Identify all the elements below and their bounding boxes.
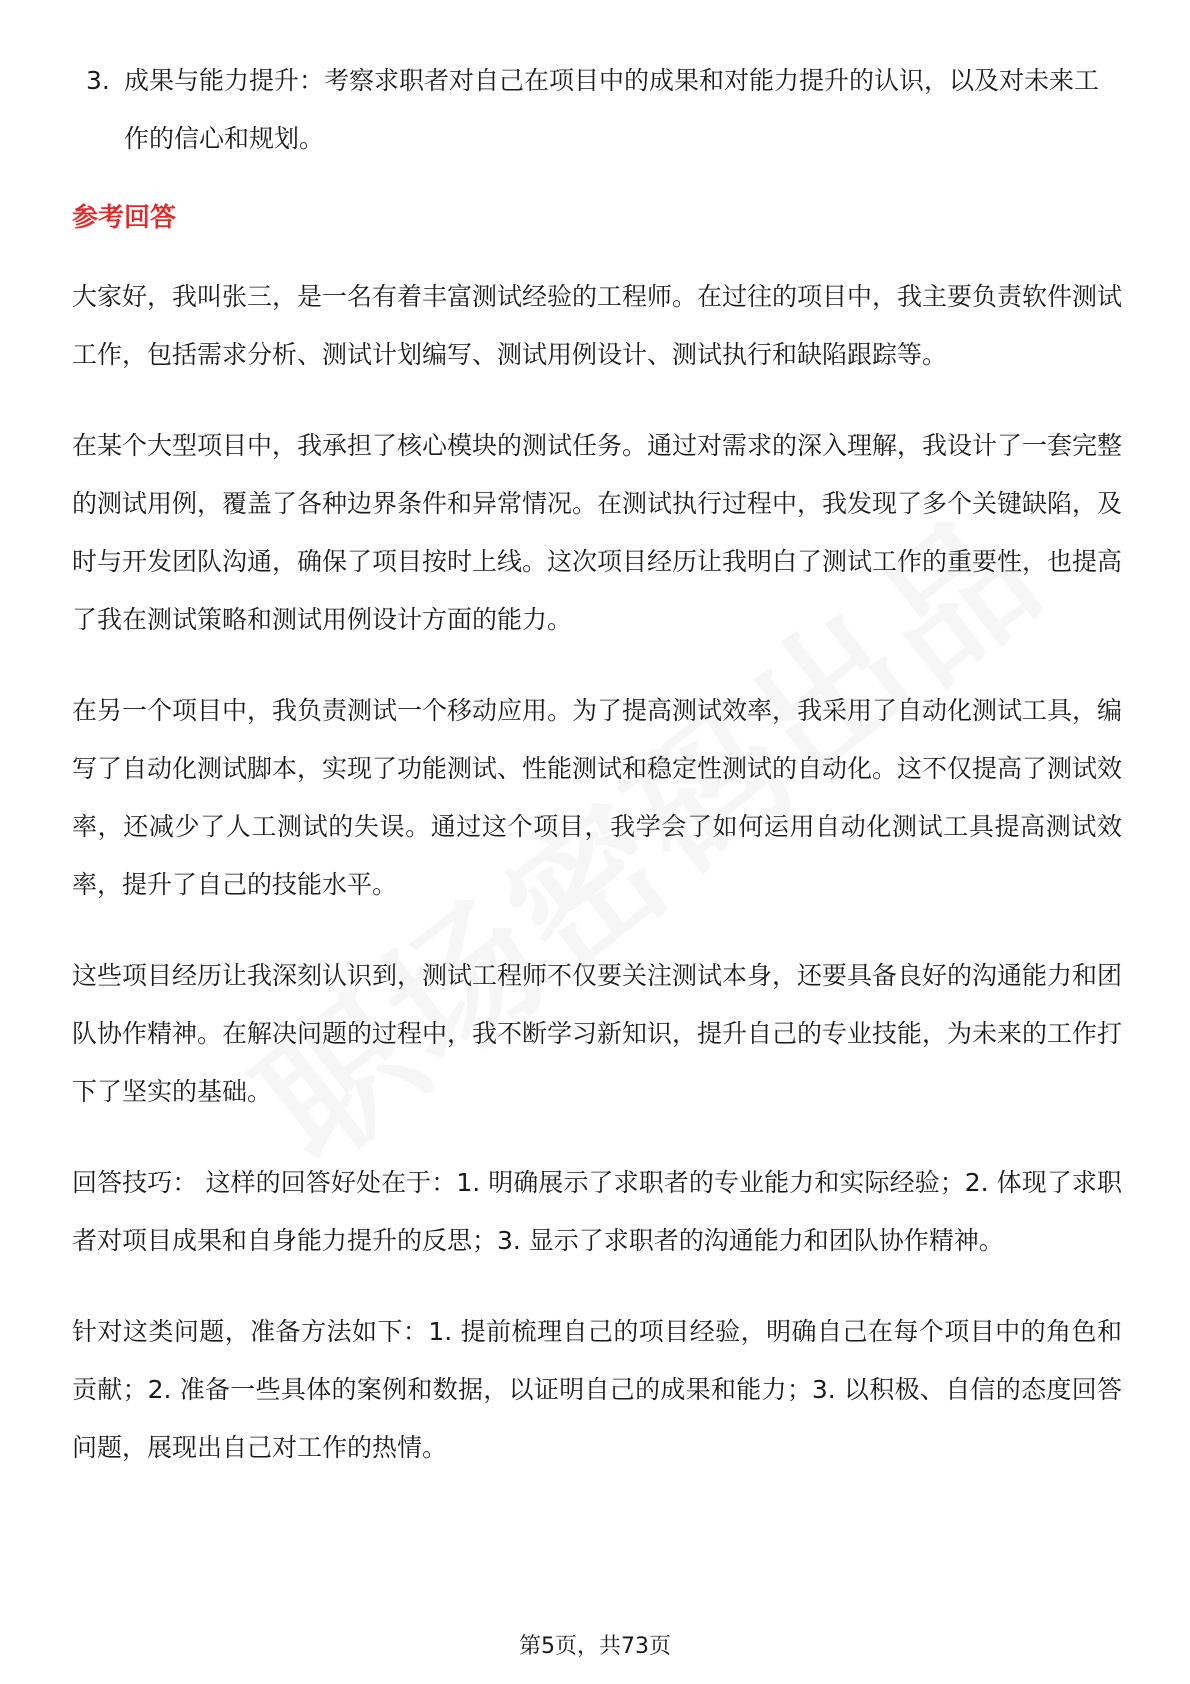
list-item xyxy=(72,52,1122,168)
paragraph-intro: 大家好，我叫张三，是一名有着丰富测试经验的工程师。在过往的项目中，我主要负责软件测试工作，包括需求分析、测试计划编写、测试用例设计、测试执行和缺陷跟踪等。 xyxy=(72,282,1123,369)
list-item-text: 成果与能力提升：考察求职者对自己在项目中的成果和对能力提升的认识，以及对未来工作的信心和规划。 xyxy=(124,66,1100,153)
paragraph-project-one: 在某个大型项目中，我承担了核心模块的测试任务。通过对需求的深入理解，我设计了一套完整的测试用例，覆盖了各种边界条件和异常情况。在测试执行过程中，我发现了多个关键缺陷，及时与开发团队沟通，确保了项目按时上线。这次项目经历让我明白了测试工作的重要性，也提高了我在测试策略和测试用例设计方面的能力。 xyxy=(72,431,1123,634)
paragraph-answer-tips: 回答技巧： 这样的回答好处在于：1. 明确展示了求职者的专业能力和实际经验；2. 体现了求职者对项目成果和自身能力提升的反思；3. 显示了求职者的沟通能力和团队协作精神。 xyxy=(72,1168,1122,1255)
document-body xyxy=(72,52,1122,1510)
page-number: 第5页，共73页 xyxy=(519,1634,671,1659)
paragraph-project-two: 在另一个项目中，我负责测试一个移动应用。为了提高测试效率，我采用了自动化测试工具，编写了自动化测试脚本，实现了功能测试、性能测试和稳定性测试的自动化。这不仅提高了测试效率，还减少了人工测试的失误。通过这个项目，我学会了如何运用自动化测试工具提高测试效率，提升了自己的技能水平。 xyxy=(72,696,1123,899)
section-heading: 参考回答 xyxy=(72,203,177,233)
paragraph-preparation: 针对这类问题，准备方法如下：1. 提前梳理自己的项目经验，明确自己在每个项目中的角色和贡献；2. 准备一些具体的案例和数据，以证明自己的成果和能力；3. 以积极、自信的态度回答问题，展现出自己对工作的热情。 xyxy=(72,1317,1122,1462)
list-item-number: 3. xyxy=(86,66,110,95)
paragraph-reflection: 这些项目经历让我深刻认识到，测试工程师不仅要关注测试本身，还要具备良好的沟通能力和团队协作精神。在解决问题的过程中，我不断学习新知识，提升自己的专业技能，为未来的工作打下了坚实的基础。 xyxy=(72,961,1123,1106)
